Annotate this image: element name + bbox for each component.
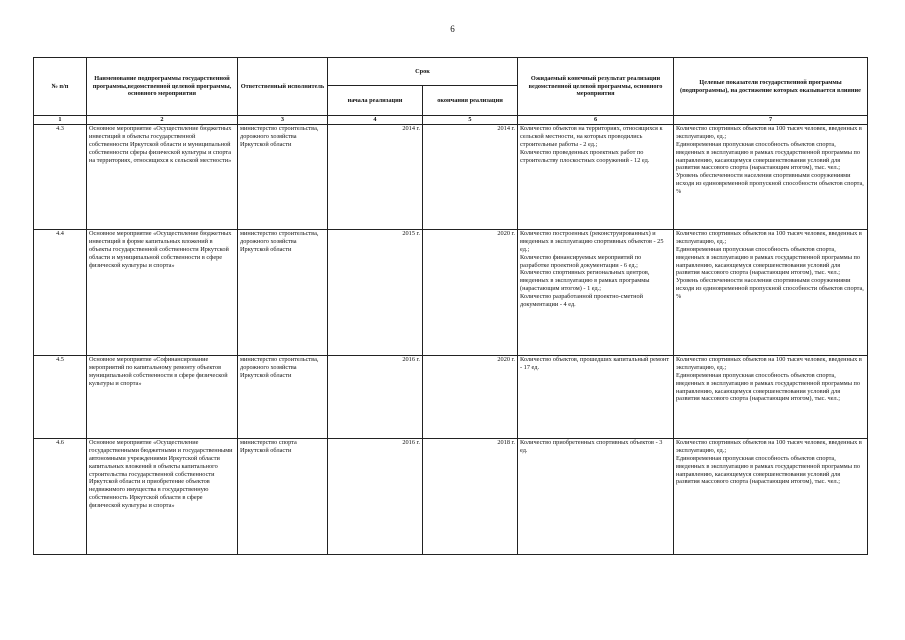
- result-line: Количество финансируемых мероприятий по разработке проектной документации - 6 ед.;: [520, 253, 642, 269]
- row-result: [518, 355, 674, 438]
- row-name: Основное мероприятие «Осуществление бюджетных инвестиций в объекты государственной собственности Иркутской области и муниципальной собственности сферы физической культуры и спорта на территориях, относящихся к сельской местности»: [87, 124, 238, 229]
- result-line: Количество разработанной проектно-сметной документации - 4 ед.: [520, 293, 643, 309]
- row-name: Основное мероприятие «Осуществление государственными бюджетными и государственными автономными учреждениями Иркутской области капитальных вложений в объекты капитального строительства государственной собственности Иркутской области и приобретение объектов недвижимого имущества в государственную собственность Иркутской области в сфере физической культуры и спорта»: [87, 438, 238, 554]
- row-responsible: министерство строительства, дорожного хозяйства Иркутской области: [238, 124, 328, 229]
- result-line: Количество проведенных проектных работ по строительству плоскостных сооружений - 12 ед.: [520, 148, 650, 164]
- indicator-line: Уровень обеспеченности населения спортивными сооружениями исходя из единовременной пропускной способности объектов спорта, %: [676, 277, 864, 301]
- row-end: 2018 г.: [423, 438, 518, 554]
- column-number: 5: [423, 116, 518, 125]
- table-row: [34, 229, 868, 355]
- row-name: Основное мероприятие «Осуществление бюджетных инвестиций в форме капитальных вложений в объекты государственной собственности Иркутской области и муниципальной собственности в сфере физической культуры и спорта»: [87, 229, 238, 355]
- column-number: 2: [87, 116, 238, 125]
- row-num: 4.6: [34, 438, 87, 554]
- row-end: 2014 г.: [423, 124, 518, 229]
- header-term-end: окончания реализации: [423, 86, 518, 116]
- table-row: [34, 438, 868, 554]
- row-indicators: [674, 229, 868, 355]
- row-name: Основное мероприятие «Софинансирование мероприятий по капитальному ремонту объектов муниципальной собственности в сфере физической культуры и спорта»: [87, 355, 238, 438]
- row-responsible: министерство строительства, дорожного хозяйства Иркутской области: [238, 229, 328, 355]
- row-end: 2020 г.: [423, 229, 518, 355]
- page-number: 6: [450, 24, 455, 34]
- header-term: Срок: [328, 58, 518, 86]
- column-number: 4: [328, 116, 423, 125]
- indicator-line: Количество спортивных объектов на 100 тысяч человек, введенных в эксплуатацию, ед.;: [676, 438, 862, 454]
- row-num: 4.3: [34, 124, 87, 229]
- result-line: Количество приобретенных спортивных объектов - 3 ед.: [520, 438, 663, 454]
- result-line: Количество объектов, прошедших капитальный ремонт - 17 ед.: [520, 355, 670, 371]
- row-responsible: министерство спорта Иркутской области: [238, 438, 328, 554]
- indicator-line: Количество спортивных объектов на 100 тысяч человек, введенных в эксплуатацию, ед.;: [676, 124, 862, 140]
- row-start: 2016 г.: [328, 438, 423, 554]
- result-line: Количество объектов на территориях, относящихся к сельской местности, на которых проводились строительные работы - 2 ед.;: [520, 124, 663, 148]
- row-indicators: [674, 355, 868, 438]
- header-term-start: начала реализации: [328, 86, 423, 116]
- row-start: 2015 г.: [328, 229, 423, 355]
- row-indicators: [674, 124, 868, 229]
- indicator-line: Единовременная пропускная способность объектов спорта, введенных в эксплуатацию в рамках государственной программы по направлению, касающемуся совершенствования условий для развития массового спорта (нарастающим итогом), тыс. чел.;: [676, 454, 861, 486]
- indicator-line: Количество спортивных объектов на 100 тысяч человек, введенных в эксплуатацию, ед.;: [676, 355, 862, 371]
- header-responsible: Ответственный исполнитель: [238, 58, 328, 116]
- indicator-line: Количество спортивных объектов на 100 тысяч человек, введенных в эксплуатацию, ед.;: [676, 229, 862, 245]
- header-result: Ожидаемый конечный результат реализации ведомственной целевой программы, основного мероприятия: [518, 58, 674, 116]
- row-start: 2014 г.: [328, 124, 423, 229]
- result-line: Количество построенных (реконструированных) и введенных в эксплуатацию спортивных объектов - 25 ед.;: [520, 229, 664, 253]
- row-result: [518, 124, 674, 229]
- row-num: 4.4: [34, 229, 87, 355]
- row-responsible: министерство строительства, дорожного хозяйства Иркутской области: [238, 355, 328, 438]
- table-row: [34, 355, 868, 438]
- row-result: [518, 438, 674, 554]
- result-line: Количество спортивных региональных центров, введенных в эксплуатацию в рамках программы (нарастающим итогом) - 1 ед.;: [520, 269, 650, 293]
- row-indicators: [674, 438, 868, 554]
- indicator-line: Единовременная пропускная способность объектов спорта, введенных в эксплуатацию в рамках государственной программы по направлению, касающемуся совершенствования условий для развития массового спорта (нарастающим итогом), тыс. чел.;: [676, 245, 861, 277]
- column-number: 7: [674, 116, 868, 125]
- column-number: 6: [518, 116, 674, 125]
- row-num: 4.5: [34, 355, 87, 438]
- header-num: № п/п: [34, 58, 87, 116]
- header-indicators: Целевые показатели государственной программы (подпрограммы), на достижение которых оказывается влияние: [674, 58, 868, 116]
- column-number-row: [34, 116, 868, 125]
- table-row: [34, 124, 868, 229]
- row-start: 2016 г.: [328, 355, 423, 438]
- column-number: 1: [34, 116, 87, 125]
- indicator-line: Уровень обеспеченности населения спортивными сооружениями исходя из единовременной пропускной способности объектов спорта, %: [676, 172, 864, 196]
- row-end: 2020 г.: [423, 355, 518, 438]
- program-measures-table: [33, 57, 868, 555]
- header-name: Наименование подпрограммы государственной программы,ведомственной целевой программы, основного мероприятия: [87, 58, 238, 116]
- column-number: 3: [238, 116, 328, 125]
- indicator-line: Единовременная пропускная способность объектов спорта, введенных в эксплуатацию в рамках государственной программы по направлению, касающемуся совершенствования условий для развития массового спорта (нарастающим итогом), тыс. чел.;: [676, 371, 861, 403]
- row-result: [518, 229, 674, 355]
- indicator-line: Единовременная пропускная способность объектов спорта, введенных в эксплуатацию в рамках государственной программы по направлению, касающемуся совершенствования условий для развития массового спорта (нарастающим итогом), тыс. чел.;: [676, 140, 861, 172]
